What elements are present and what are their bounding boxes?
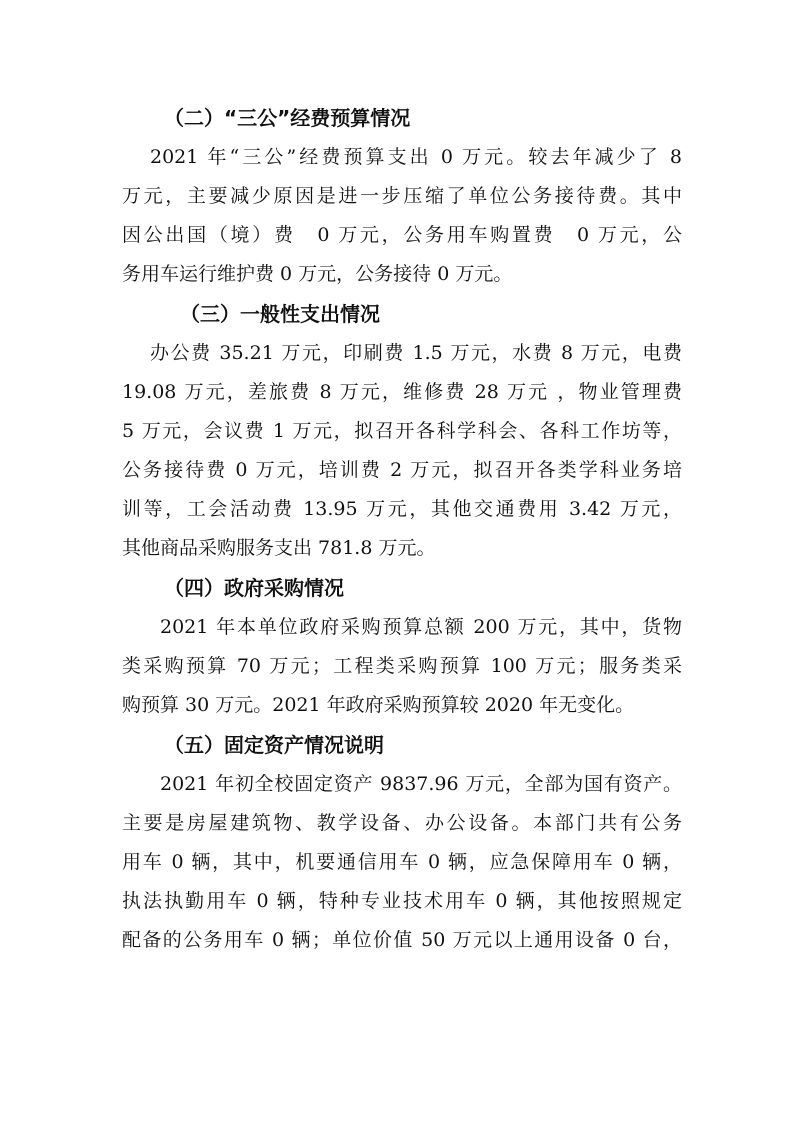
section-heading-fixed-assets: （五）固定资产情况说明 xyxy=(164,733,384,757)
text-line: 其他商品采购服务支出 781.8 万元。 xyxy=(122,537,436,559)
text-line: 务用车运行维护费 0 万元，公务接待 0 万元。 xyxy=(122,263,513,285)
text-line: 因公出国（境）费 0 万元，公务用车购置费 0 万元，公 xyxy=(122,224,682,246)
text-line: 19.08 万元，差旅费 8 万元，维修费 28 万元 ，物业管理费 xyxy=(122,381,682,403)
text-line: 公务接待费 0 万元，培训费 2 万元，拟召开各类学科业务培 xyxy=(122,459,682,481)
text-line: 2021 年初全校固定资产 9837.96 万元，全部为国有资产。 xyxy=(160,773,682,795)
paragraph-sangong xyxy=(122,138,682,294)
section-heading-procurement: （四）政府采购情况 xyxy=(164,576,344,600)
paragraph-general-expenses xyxy=(122,334,682,568)
text-line: 主要是房屋建筑物、教学设备、办公设备。本部门共有公务 xyxy=(122,812,682,834)
text-line: 万元，主要减少原因是进一步压缩了单位公务接待费。其中 xyxy=(122,185,682,207)
text-line: 执法执勤用车 0 辆，特种专业技术用车 0 辆，其他按照规定 xyxy=(122,890,682,912)
paragraph-procurement xyxy=(122,608,682,725)
text-line: 用车 0 辆，其中，机要通信用车 0 辆，应急保障用车 0 辆， xyxy=(122,851,682,873)
text-line: 训等，工会活动费 13.95 万元，其他交通费用 3.42 万元， xyxy=(122,498,682,520)
text-line: 2021 年本单位政府采购预算总额 200 万元，其中，货物 xyxy=(160,616,682,638)
text-line: 购预算 30 万元。2021 年政府采购预算较 2020 年无变化。 xyxy=(122,694,635,716)
paragraph-fixed-assets xyxy=(122,765,682,960)
document-body xyxy=(122,98,682,960)
text-line: 5 万元，会议费 1 万元，拟召开各科学科会、各科工作坊等， xyxy=(122,420,682,442)
section-heading-sangong: （二）“三公”经费预算情况 xyxy=(164,106,411,130)
text-line: 办公费 35.21 万元，印刷费 1.5 万元，水费 8 万元，电费 xyxy=(150,342,682,364)
text-line: 类采购预算 70 万元；工程类采购预算 100 万元；服务类采 xyxy=(122,655,682,677)
text-line: 配备的公务用车 0 辆；单位价值 50 万元以上通用设备 0 台， xyxy=(122,929,682,951)
text-line: 2021 年“三公”经费预算支出 0 万元。较去年减少了 8 xyxy=(150,146,682,168)
section-heading-general-expenses: （三）一般性支出情况 xyxy=(180,302,380,326)
